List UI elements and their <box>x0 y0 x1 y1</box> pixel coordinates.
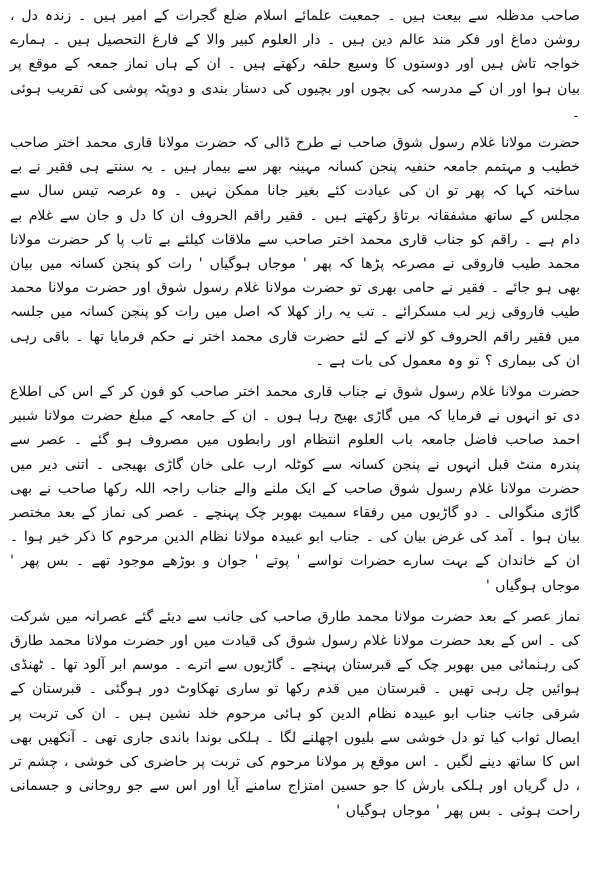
paragraph-intro: صاحب مدظلہ سے بیعت ہیں ۔ جمعیت علمائے اسلام ضلع گجرات کے امیر ہیں ۔ زندہ دل ، روشن دماغ اور فکر مند عالم دین ہیں ۔ دار العلوم کبیر والا کے فارغ التحصیل ہیں ۔ ہمارے خواجہ تاش ہیں اور دوستوں کا وسیع حلقہ رکھتے ہیں ۔ ان کے ہاں نماز جمعہ کے موقع پر بیان ہوا اور ان کے مدرسہ کی بچوں اور بچیوں کی دستار بندی و دوپٹہ پوشی کی تقریب ہوئی ۔ <box>10 8 580 121</box>
paragraph-visit-plan: حضرت مولانا غلام رسول شوق صاحب نے طرح ڈالی کہ حضرت مولانا قاری محمد اختر صاحب خطیب و مہتمم جامعہ حنفیہ پنجن کسانہ مہینہ بھر سے بیمار ہیں ۔ یہ سنتے ہی فقیر نے بے ساختہ کہا کہ پھر تو ان کی عیادت کئے بغیر جانا ممکن نہیں ۔ وہ عرصہ تیس سال سے مجلس کے ساتھ مشفقانہ برتاؤ رکھتے ہیں ۔ فقیر راقم الحروف ان کا دل و جان سے غلام بے دام ہے ۔ راقم کو جناب قاری محمد اختر صاحب سے ملاقات کیلئے بے تاب پا کر حضرت مولانا محمد طیب فاروقی نے مصرعہ پڑھا کہ پھر ' موجاں ہوگیاں ' رات کو پنجن کسانہ میں بیان بھی ہو جائے ۔ فقیر نے حامی بھری تو حضرت مولانا غلام رسول شوق اور حضرت مولانا محمد طیب فاروقی زیر لب مسکرائے ۔ تب یہ راز کھلا کہ اصل میں رات کو پنجن کسانہ میں جلسہ میں فقیر راقم الحروف کو لانے کے لئے حضرت قاری محمد اختر نے حکم فرمایا تھا ۔ باقی رہی ان کی بیماری ؟ تو وہ معمول کی بات ہے ۔ <box>10 135 580 369</box>
paragraph-graveyard: نماز عصر کے بعد حضرت مولانا محمد طارق صاحب کی جانب سے دیئے گئے عصرانہ میں شرکت کی ۔ اس کے بعد حضرت مولانا غلام رسول شوق کی قیادت میں اور حضرت مولانا محمد طارق کی رہنمائی میں بھوبر چک کے قبرستان پہنچے ۔ گاڑیوں سے اترے ۔ موسم ابر آلود تھا ۔ ٹھنڈی ہوائیں چل رہی تھیں ۔ قبرستان میں قدم رکھا تو ساری تھکاوٹ دور ہوگئی ۔ قبرستان کے شرقی جانب جناب ابو عبیدہ نظام الدین کو ہائی مرحوم خلد نشین ہیں ۔ ان کی تربت پر ایصال ثواب کیا تو دل خوشی سے بلیوں اچھلنے لگا ۔ ہلکی بوندا باندی جاری تھی ۔ آنکھیں بھی اس کا ساتھ دینے لگیں ۔ اس موقع پر مولانا مرحوم کی تربت پر حاضری کی خوشی ، چشم تر ، دل گریاں اور ہلکی بارش کا جو حسین امتزاج سامنے آیا اور اس سے جو روحانی و جسمانی راحت ہوئی ۔ بس پھر ' موجاں ہوگیاں ' <box>10 608 580 819</box>
paragraph-journey: حضرت مولانا غلام رسول شوق نے جناب قاری محمد اختر صاحب کو فون کر کے اس کی اطلاع دی تو انہوں نے فرمایا کہ میں گاڑی بھیج رہا ہوں ۔ ان کے جامعہ کے مبلغ حضرت مولانا شبیر احمد صاحب فاضل جامعہ باب العلوم انتظام اور رابطوں میں مصروف ہو گئے ۔ عصر سے پندرہ منٹ قبل انہوں نے پنجن کسانہ سے کوٹلہ ارب علی خان گاڑی بھیجی ۔ اتنی دیر میں حضرت مولانا غلام رسول شوق صاحب کے ایک ملنے والے جناب راجہ اللہ رکھا صاحب نے بھی گاڑی منگوالی ۔ دو گاڑیوں میں رفقاء سمیت بھوبر چک پہنچے ۔ عصر کی نماز کے بعد مختصر بیان ہوا ۔ آمد کی غرض بیان کی ۔ جناب ابو عبیدہ مولانا نظام الدین مرحوم کا ذکر خیر ہوا ۔ ان کے خاندان کے بہت سارے حضرات نواسے ' پوتے ' جوان و بوڑھے موجود تھے ۔ بس پھر ' موجاں ہوگیاں ' <box>10 384 580 594</box>
